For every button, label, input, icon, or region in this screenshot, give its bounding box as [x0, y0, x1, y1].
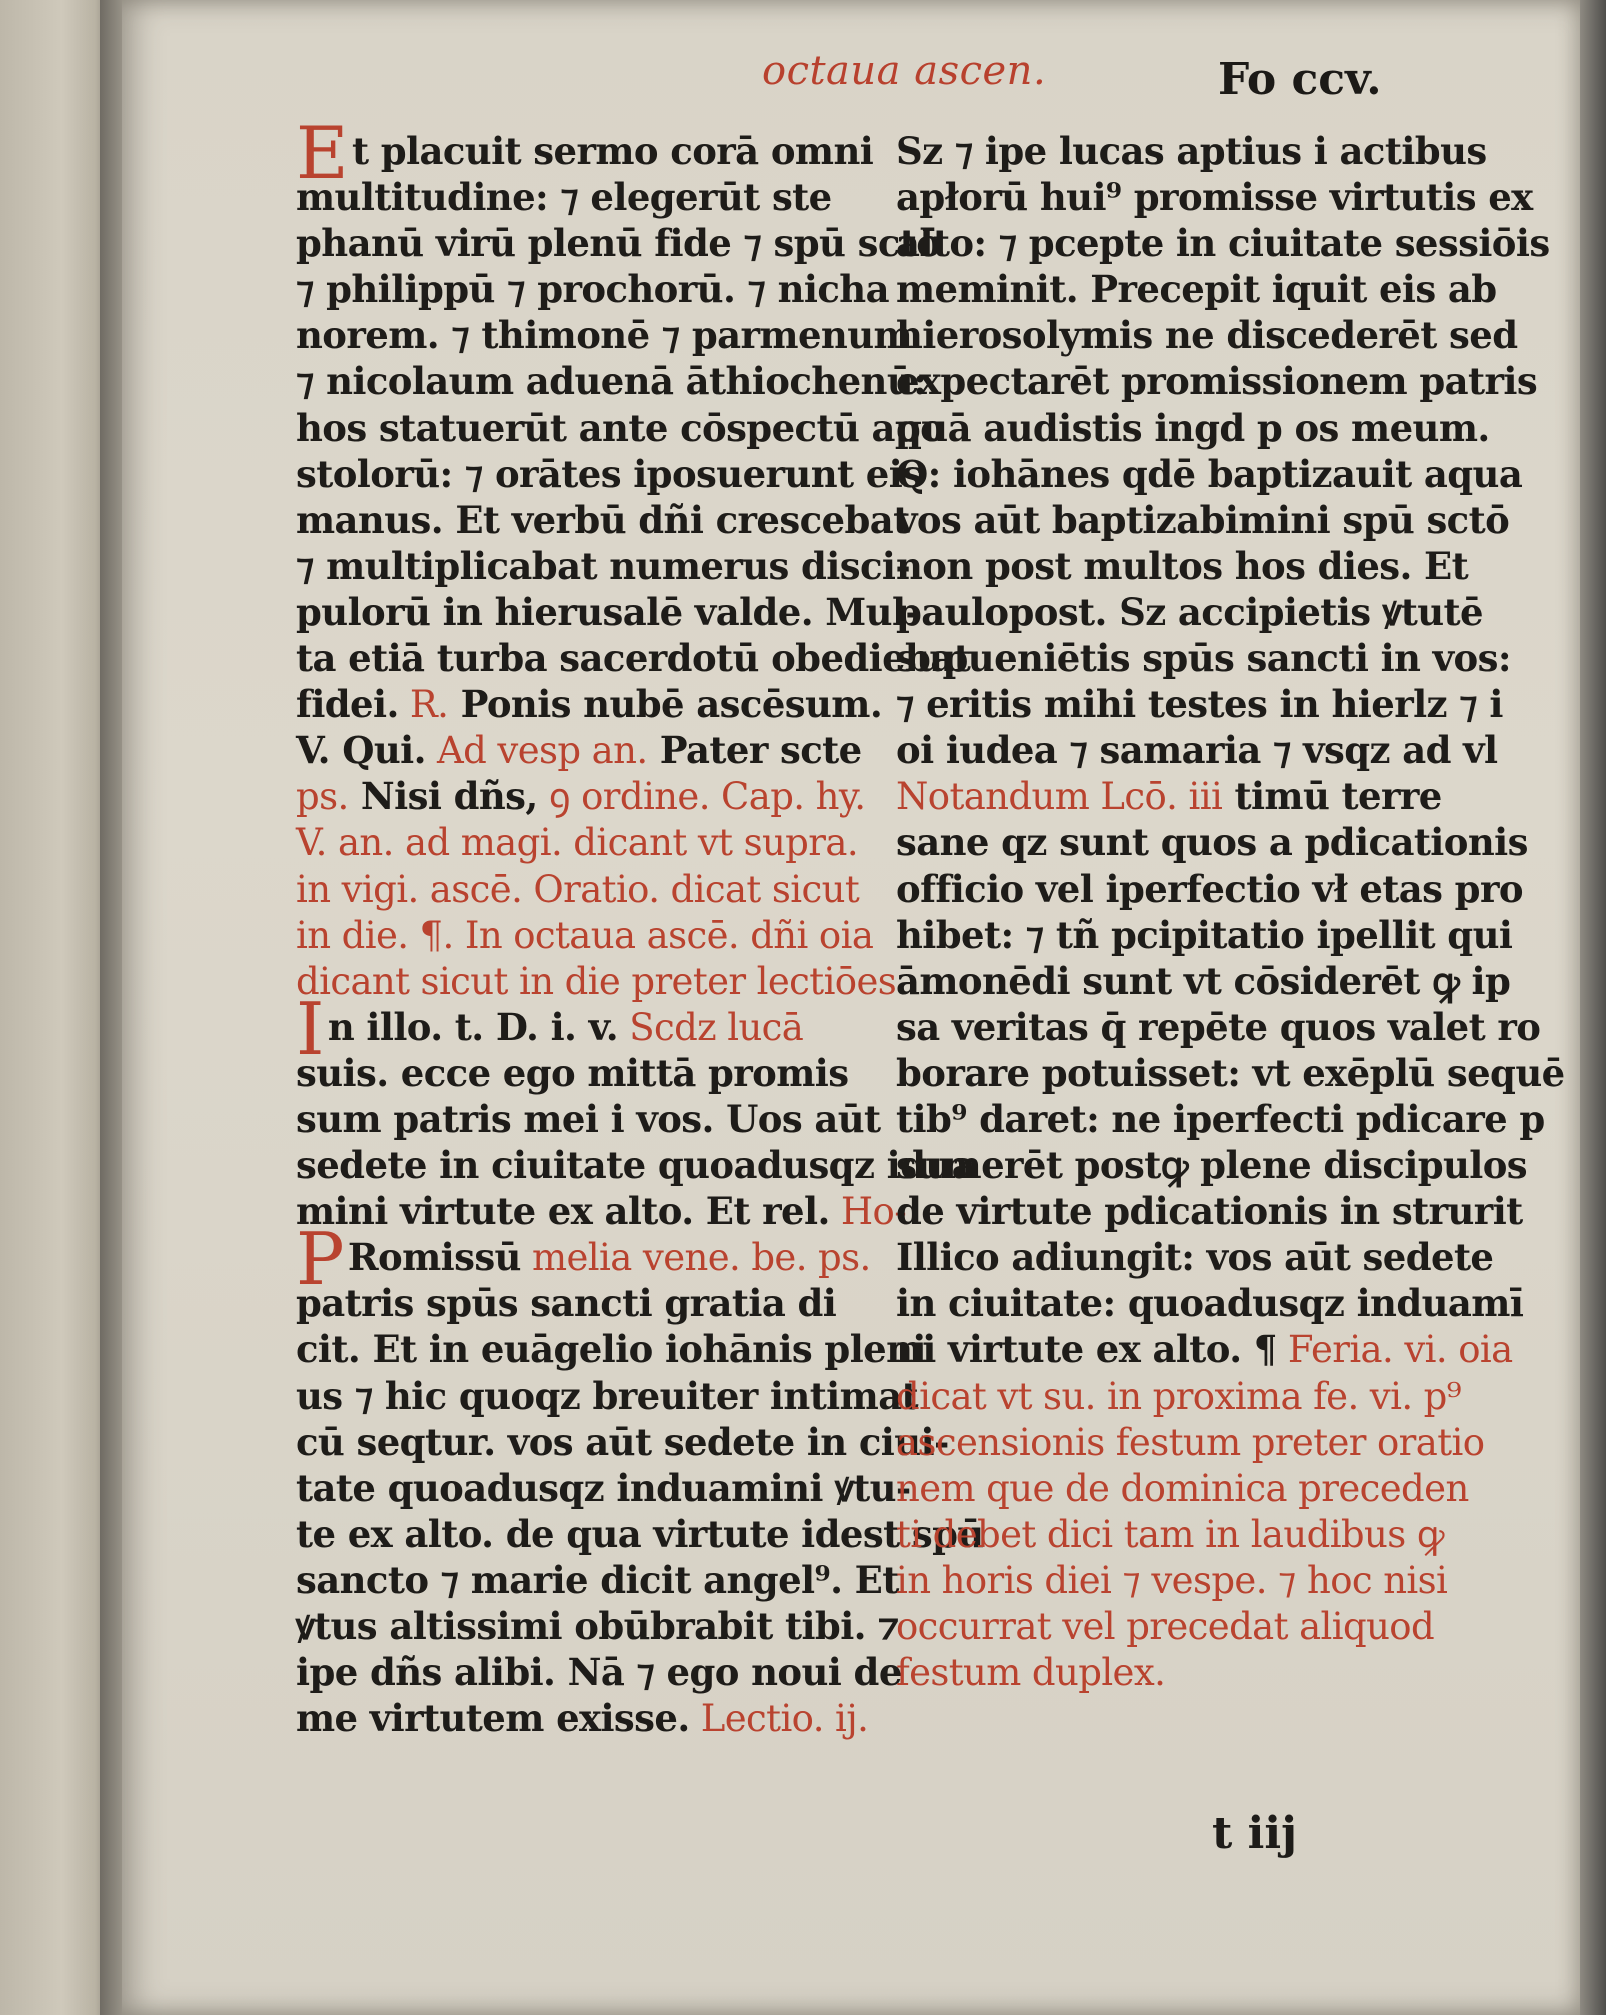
- rubric-text: nem que de dominica preceden: [896, 1466, 1469, 1510]
- rubric-text: festum duplex.: [896, 1651, 1166, 1695]
- text-line: [296, 773, 866, 819]
- rubric-text: in vigi. ascē. Oratio. dicat sicut: [296, 867, 860, 911]
- text-line: [896, 912, 1513, 958]
- line-text: V. Qui.: [296, 728, 426, 773]
- text-line: [296, 497, 910, 543]
- text-line: [296, 1557, 899, 1603]
- text-line: [296, 681, 883, 727]
- facing-page-edge: [0, 0, 112, 2015]
- text-line: [896, 451, 1523, 497]
- line-text: sum patris mei i vos. Uos aūt: [296, 1096, 881, 1141]
- text-line: [296, 727, 862, 773]
- text-line: [896, 1465, 1469, 1511]
- text-line: [296, 819, 856, 865]
- line-text: Nisi dñs,: [348, 774, 538, 819]
- rubric-text: ascensionis festum preter oratio: [896, 1420, 1485, 1464]
- text-line: [296, 1511, 984, 1557]
- rubric-text: Lectio. ij.: [689, 1697, 869, 1741]
- line-text: ⁊ multiplicabat numerus disci-: [296, 543, 911, 588]
- line-text: hibet: ⁊ tñ pcipitatio ipellit qui: [896, 912, 1513, 957]
- line-text: cit. Et in euāgelio iohānis pleni: [296, 1327, 926, 1372]
- line-text: fidei.: [296, 682, 399, 727]
- text-line: [896, 1557, 1466, 1603]
- line-text: phanū virū plenū fide ⁊ spū sctō: [296, 221, 941, 266]
- line-text: us ⁊ hic quoqz breuiter intimat: [296, 1373, 919, 1418]
- text-line: [896, 174, 1533, 220]
- line-text: timū terre: [1222, 774, 1442, 819]
- text-line: [896, 497, 1510, 543]
- text-line: [896, 773, 1466, 819]
- text-line: [896, 1142, 1528, 1188]
- rubric-text: in horis diei ⁊ vespe. ⁊ hoc nisi: [896, 1558, 1448, 1602]
- text-line: [896, 819, 1528, 865]
- right-text-column: [896, 128, 1565, 1695]
- rubric-text: Ho-: [829, 1190, 907, 1234]
- text-line: [296, 1280, 856, 1326]
- text-line: [896, 1649, 1466, 1695]
- line-text: quā audistis ingd p os meum.: [896, 405, 1490, 450]
- text-line: [896, 1603, 1466, 1649]
- text-line: [296, 635, 971, 681]
- text-line: [896, 1419, 1485, 1465]
- text-line: [296, 912, 874, 958]
- page-edge-shadow: [1580, 0, 1606, 2015]
- line-text: officio vel iperfectio vł etas pro: [896, 866, 1523, 911]
- line-text: vos aūt baptizabimini spū sctō: [896, 497, 1510, 542]
- line-text: t placuit sermo corā omni: [351, 129, 874, 173]
- line-text: apłorū hui⁹ promisse virtutis ex: [896, 175, 1533, 220]
- line-text: te ex alto. de qua virtute idest spū: [296, 1511, 984, 1556]
- text-line: [896, 635, 1511, 681]
- signature-mark: t iij: [1212, 1808, 1297, 1859]
- text-line: [296, 1142, 976, 1188]
- line-text: in ciuitate: quoadusqz induamī: [896, 1281, 1524, 1326]
- line-text: manus. Et verbū dñi crescebat: [296, 497, 910, 542]
- text-line: [896, 405, 1490, 451]
- line-text: Sz ⁊ ipe lucas aptius i actibus: [896, 129, 1487, 173]
- rubric-text: Feria. vi. oia: [1276, 1328, 1513, 1372]
- line-text: ta etiā turba sacerdotū obediebat: [296, 636, 971, 681]
- line-text: oi iudea ⁊ samaria ⁊ vsqz ad vl: [896, 728, 1498, 773]
- rubric-text: Notandum: [896, 775, 1090, 819]
- text-line: [296, 1050, 856, 1096]
- text-line: [296, 1649, 902, 1695]
- text-line: [296, 220, 941, 266]
- text-line: [296, 1419, 949, 1465]
- text-line: [296, 1465, 911, 1511]
- line-text: expectarēt promissionem patris: [896, 359, 1538, 404]
- line-text: tib⁹ daret: ne iperfecti pdicare p: [896, 1096, 1545, 1141]
- line-text: norem. ⁊ thimonē ⁊ parmenum: [296, 313, 913, 358]
- line-text: meminit. Precepit iquit eis ab: [896, 267, 1497, 312]
- rubric-text: Ad vesp an.: [425, 729, 648, 773]
- text-line: [896, 312, 1518, 358]
- line-text: borare potuisset: vt exēplū sequē: [896, 1050, 1565, 1095]
- line-text: mini virtute ex alto. Et rel.: [296, 1189, 830, 1234]
- text-line: [896, 681, 1503, 727]
- text-line: [296, 174, 856, 220]
- line-text: ꝟtus altissimi obūbrabit tibi. ⁊: [296, 1604, 899, 1648]
- line-text: suis. ecce ego mittā promis: [296, 1050, 849, 1095]
- line-text: sancto ⁊ marie dicit angel⁹. Et: [296, 1557, 899, 1602]
- line-text: Romissū: [347, 1235, 521, 1280]
- line-text: ipe dñs alibi. Nā ⁊ ego noui de: [296, 1650, 902, 1695]
- text-line: [296, 405, 945, 451]
- line-text: ⁊ nicolaum aduenā āthiochenū:: [296, 359, 927, 404]
- text-line: [896, 266, 1497, 312]
- rubric-text: in die. ¶. In octaua ascē. dñi oia: [296, 913, 874, 957]
- rubric-text: V. an. ad magi. dicant vt supra.: [296, 821, 858, 865]
- line-text: multitudine: ⁊ elegerūt ste: [296, 175, 832, 220]
- line-text: ni virtute ex alto. ¶: [896, 1327, 1277, 1372]
- text-line: [896, 128, 1487, 174]
- text-line: [896, 1050, 1565, 1096]
- text-line: [896, 1280, 1524, 1326]
- line-text: Illico adiungit: vos aūt sedete: [896, 1235, 1494, 1280]
- text-line: [296, 1695, 869, 1741]
- text-line: [296, 1603, 899, 1649]
- line-text: ⁊ eritis mihi testes in hierlz ⁊ i: [896, 682, 1503, 727]
- text-line: [296, 543, 911, 589]
- line-text: sa veritas q̄ repēte quos valet ro: [896, 1004, 1541, 1049]
- text-line: [296, 312, 913, 358]
- text-line: [896, 220, 1550, 266]
- initial-letter: I: [296, 986, 324, 1071]
- text-line: [296, 266, 889, 312]
- rubric-text: Scdz lucā: [618, 1005, 804, 1049]
- text-line: [896, 1234, 1494, 1280]
- line-text: ⁊ philippū ⁊ prochorū. ⁊ nicha: [296, 267, 889, 312]
- line-text: non post multos hos dies. Et: [896, 543, 1469, 588]
- rubric-text: Lcō. iii: [1089, 775, 1223, 819]
- line-text: cū seqtur. vos aūt sedete in ciui-: [296, 1419, 949, 1464]
- text-line: [896, 589, 1483, 635]
- text-line: [896, 358, 1538, 404]
- line-text: hierosolymis ne discederēt sed: [896, 313, 1518, 358]
- text-line: [896, 1511, 1466, 1557]
- line-text: sane qz sunt quos a pdicationis: [896, 820, 1528, 865]
- rubric-text: melia vene. be. ps.: [520, 1236, 871, 1280]
- text-line: [896, 1188, 1523, 1234]
- rubric-text: dicat vt su. in proxima fe. vi. p⁹: [896, 1374, 1461, 1418]
- text-line: [296, 866, 860, 912]
- line-text: Pater scte: [647, 728, 862, 773]
- text-line: [896, 543, 1469, 589]
- initial-letter: E: [296, 111, 348, 195]
- text-line: [296, 1373, 919, 1419]
- text-line: [296, 1096, 881, 1142]
- line-text: sedete in ciuitate quoadusqz idua: [296, 1143, 976, 1188]
- text-line: [296, 1326, 926, 1372]
- text-line: [296, 986, 856, 1071]
- running-title: octaua ascen.: [762, 48, 1047, 94]
- text-line: [296, 958, 897, 1004]
- line-text: tate quoadusqz induamini ꝟtu-: [296, 1465, 911, 1510]
- text-line: [896, 1326, 1513, 1372]
- text-line: [896, 958, 1511, 1004]
- line-text: me virtutem exisse.: [296, 1696, 690, 1741]
- line-text: n illo. t. D. i. v.: [327, 1004, 619, 1049]
- line-text: de virtute pdicationis in strurit: [896, 1189, 1523, 1234]
- rubric-text: ꝯ ordine. Cap. hy.: [537, 775, 866, 819]
- text-line: [896, 866, 1523, 912]
- text-line: [896, 727, 1498, 773]
- text-line: [896, 1004, 1541, 1050]
- line-text: sumerēt postꝙ plene discipulos: [896, 1143, 1528, 1188]
- text-line: [296, 358, 927, 404]
- rubric-text: occurrat vel precedat aliquod: [896, 1605, 1435, 1648]
- folio-number: Fo ccv.: [1218, 54, 1382, 105]
- rubric-text: dicant sicut in die preter lectiōes: [296, 959, 897, 1003]
- text-line: [296, 1217, 871, 1302]
- initial-letter: P: [296, 1217, 344, 1302]
- line-text: Ponis nubē ascēsum.: [448, 682, 883, 727]
- line-text: supueniētis spūs sancti in vos:: [896, 636, 1511, 681]
- rubric-text: ti debet dici tam in laudibus ꝙ: [896, 1512, 1444, 1556]
- line-text: āmonēdi sunt vt cōsiderēt ꝙ ip: [896, 958, 1511, 1003]
- rubric-text: ps.: [296, 775, 349, 819]
- text-line: [296, 111, 874, 195]
- line-text: patris spūs sancti gratia di: [296, 1281, 837, 1326]
- line-text: alto: ⁊ pcepte in ciuitate sessiōis: [896, 221, 1550, 266]
- line-text: hos statuerūt ante cōspectū apo: [296, 405, 945, 450]
- text-line: [896, 1373, 1466, 1419]
- text-line: [296, 589, 921, 635]
- line-text: pulorū in hierusalē valde. Mul-: [296, 589, 921, 634]
- rubric-text: R.: [398, 683, 449, 727]
- text-line: [296, 1188, 907, 1234]
- text-line: [296, 451, 923, 497]
- text-line: [896, 1096, 1545, 1142]
- line-text: Q: iohānes qdē baptizauit aqua: [896, 451, 1523, 496]
- left-text-column: [296, 111, 984, 1741]
- line-text: stolorū: ⁊ orātes iposuerunt eis: [296, 451, 923, 496]
- line-text: paulopost. Sz accipietis ꝟtutē: [896, 589, 1483, 634]
